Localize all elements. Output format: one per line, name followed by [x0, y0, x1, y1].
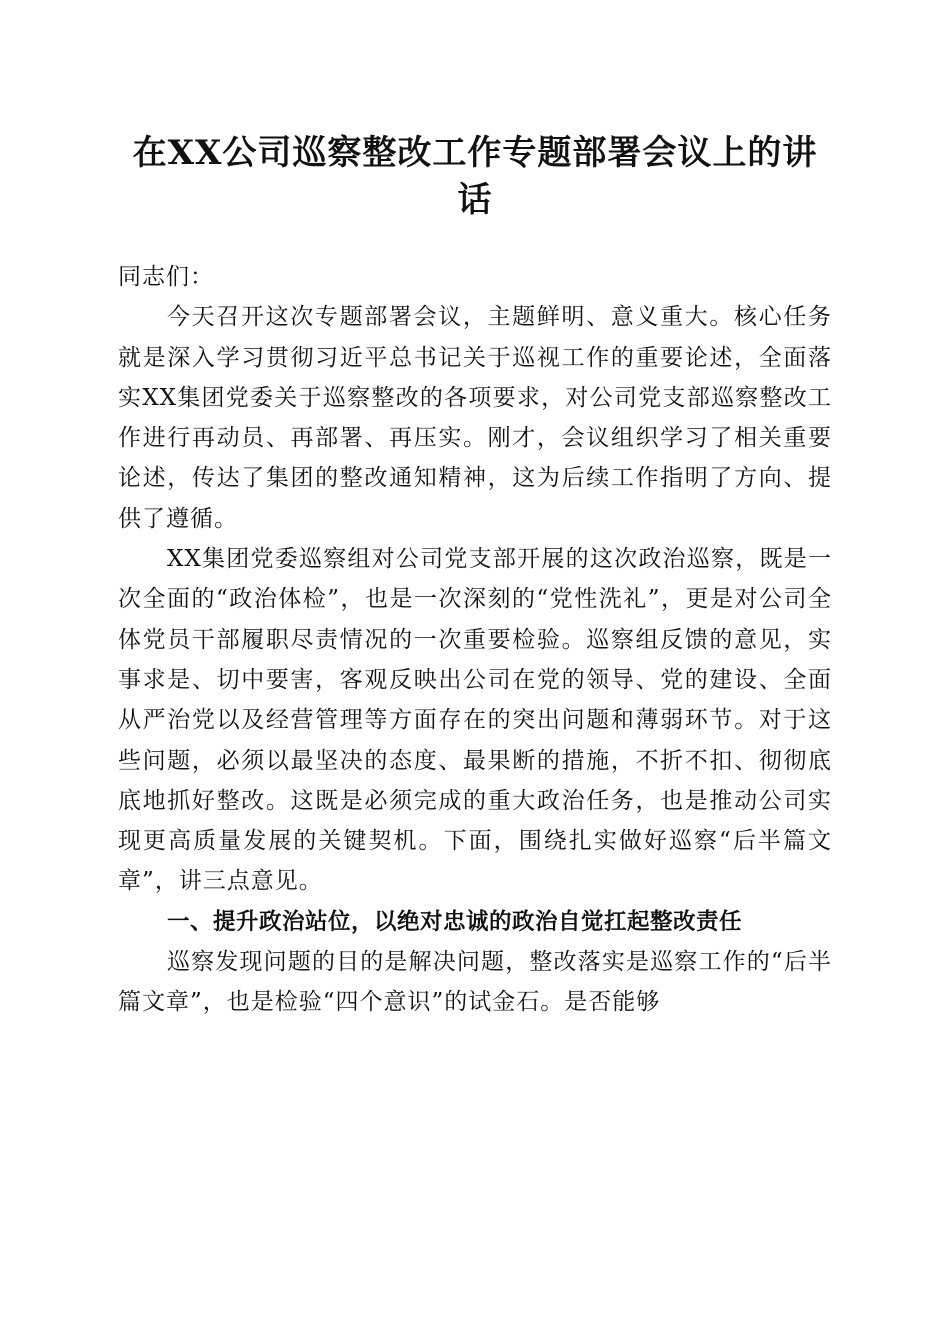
section-heading-1: 一、提升政治站位，以绝对忠诚的政治自觉扛起整改责任	[167, 908, 743, 935]
section-paragraph-1: 巡察发现问题的目的是解决问题，整改落实是巡察工作的“后半篇文章”，也是检验“四个意识”的试金石。是否能够	[118, 949, 832, 1016]
document-body	[118, 257, 832, 1023]
body-paragraph-1: 今天召开这次专题部署会议，主题鲜明、意义重大。核心任务就是深入学习贯彻习近平总书记关于巡视工作的重要论述，全面落实XX集团党委关于巡察整改的各项要求，对公司党支部巡察整改工作进行再动员、再部署、再压实。刚才，会议组织学习了相关重要论述，传达了集团的整改通知精神，这为后续工作指明了方向、提供了遵循。	[118, 304, 832, 532]
salutation: 同志们：	[118, 264, 214, 290]
body-paragraph-2: XX集团党委巡察组对公司党支部开展的这次政治巡察，既是一次全面的“政治体检”，也是一次深刻的“党性洗礼”，更是对公司全体党员干部履职尽责情况的一次重要检验。巡察组反馈的意见，实事求是、切中要害，客观反映出公司在党的领导、党的建设、全面从严治党以及经营管理等方面存在的突出问题和薄弱环节。对于这些问题，必须以最坚决的态度、最果断的措施，不折不扣、彻彻底底地抓好整改。这既是必须完成的重大政治任务，也是推动公司实现更高质量发展的关键契机。下面，围绕扎实做好巡察“后半篇文章”，讲三点意见。	[118, 546, 832, 895]
document-title: 在XX公司巡察整改工作专题部署会议上的讲话	[132, 133, 818, 220]
